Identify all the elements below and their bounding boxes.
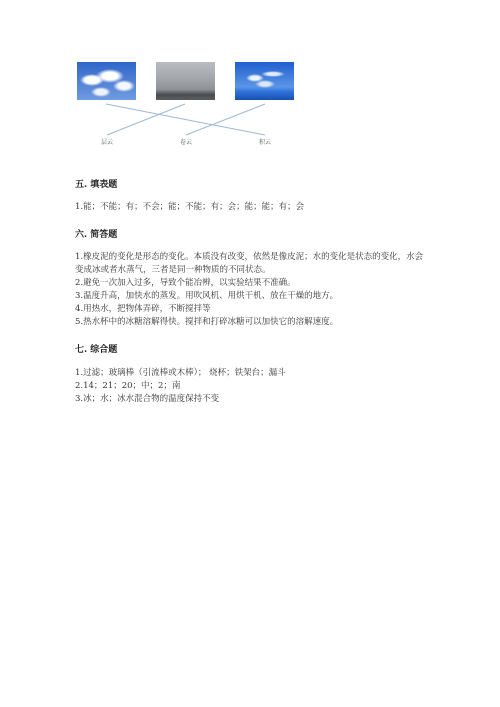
- cloud-label-3: 积云: [258, 139, 271, 146]
- section-5-title: 五. 填表题: [75, 180, 118, 190]
- section-6-title: 六. 简答题: [75, 230, 118, 240]
- section-7-answer-3: 3.冰；水；冰水混合物的温度保持不变: [75, 394, 220, 404]
- section-7-answer-2: 2.14；21；20；中；2；南: [75, 381, 181, 391]
- match-line-1: [106, 104, 265, 135]
- section-6-answer-3: 3.温度升高，加快水的蒸发。用吹风机、用烘干机、放在干燥的地方。: [75, 291, 339, 301]
- section-6-answer-2: 2.避免一次加入过多，导致个能冶辨，以实验结果不准确。: [75, 278, 296, 288]
- cloud-label-2: 卷云: [179, 139, 192, 146]
- section-6-answer-5: 5.热水杯中的冰糖溶解得快。搅拌和打碎冰糖可以加快它的溶解速度。: [75, 317, 339, 327]
- section-6-answer-1: 1.橡皮泥的变化是形态的变化。本质没有改变，依然是像皮泥；水的变化是状态的变化，水会变成冰或者水蒸气，三者是同一种物质的不同状态。: [75, 252, 424, 275]
- cloud-matching-figure: [60, 55, 320, 155]
- match-line-3: [186, 104, 265, 135]
- section-6-answer-4: 4.用热水，把物体弄碎，不断搅拌等: [75, 304, 211, 314]
- cloud-label-1: 层云: [100, 139, 113, 146]
- section-7-answer-1: 1.过滤；玻璃棒（引流棒或木棒）； 烧杯；铁架台；漏斗: [75, 368, 286, 378]
- match-line-2: [107, 104, 185, 135]
- section-5-answer-1: 1.能；不能；有；不会；能；不能；有；会；能；能；有；会: [75, 202, 305, 212]
- section-7-title: 七. 综合题: [75, 345, 118, 355]
